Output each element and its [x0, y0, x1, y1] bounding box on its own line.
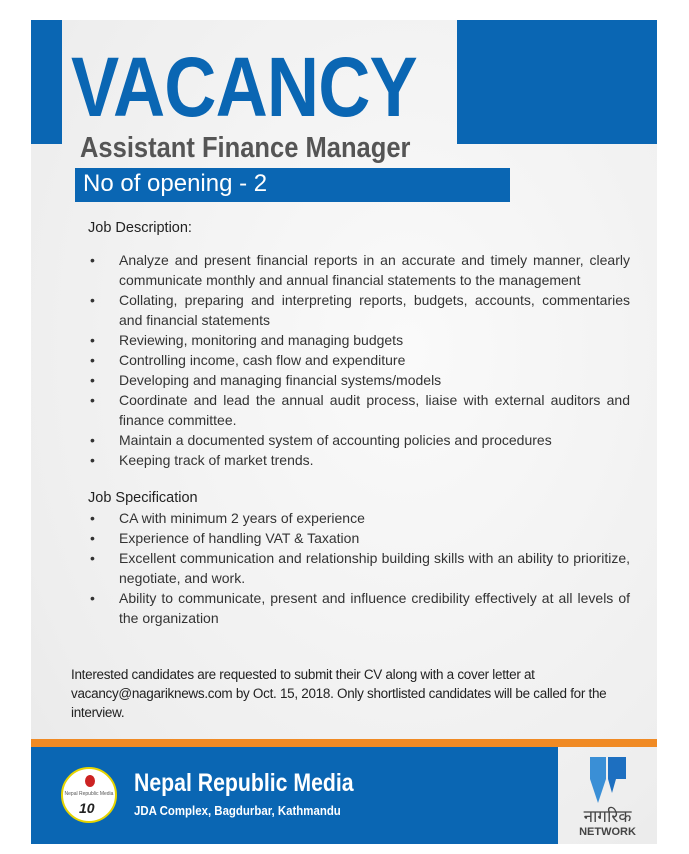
- organization-name: Nepal Republic Media: [134, 769, 354, 797]
- list-item: • CA with minimum 2 years of experience: [88, 508, 630, 528]
- seal-years: 10: [79, 800, 95, 816]
- list-item: • Developing and managing financial systems/models: [88, 370, 630, 390]
- description-heading: Job Description:: [88, 220, 192, 236]
- list-item: • Excellent communication and relationship building skills with an ability to prioritize, negotiate, and work.: [88, 548, 630, 588]
- openings-banner: [75, 168, 510, 202]
- application-note: Interested candidates are requested to submit their CV along with a cover letter at vacancy@nagariknews.com by Oct. 15, 2018. Only shortlisted candidates will be called for the interview.: [71, 667, 607, 720]
- list-item: • Collating, preparing and interpreting reports, budgets, accounts, commentaries and financial statements: [88, 290, 630, 330]
- network-devanagari: नागरिक: [583, 807, 632, 826]
- seal-emblem-icon: [85, 775, 95, 787]
- list-item: • Maintain a documented system of accounting policies and procedures: [88, 430, 630, 450]
- decorative-bar-left: [31, 20, 62, 144]
- nagarik-network-logo: [558, 747, 657, 844]
- list-item: • Experience of handling VAT & Taxation: [88, 528, 630, 548]
- description-list: [88, 250, 630, 470]
- job-title: Assistant Finance Manager: [80, 132, 411, 164]
- list-item: • Reviewing, monitoring and managing budgets: [88, 330, 630, 350]
- list-item: • Controlling income, cash flow and expenditure: [88, 350, 630, 370]
- list-item: • Keeping track of market trends.: [88, 450, 630, 470]
- job-content: [88, 218, 630, 628]
- vacancy-ad: [31, 20, 657, 844]
- network-label: NETWORK: [579, 826, 636, 838]
- list-item: • Analyze and present financial reports in an accurate and timely manner, clearly communicate monthly and annual financial statements to the management: [88, 250, 630, 290]
- quote-mark-icon: [588, 755, 628, 805]
- specification-list: [88, 508, 630, 628]
- openings-text: No of opening - 2: [83, 170, 268, 197]
- organization-address: JDA Complex, Bagdurbar, Kathmandu: [134, 803, 341, 818]
- orange-divider: [31, 739, 657, 747]
- anniversary-seal-logo: [61, 767, 117, 823]
- specification-heading: Job Specification: [88, 490, 198, 506]
- list-item: • Ability to communicate, present and influence credibility effectively at all levels of the organization: [88, 588, 630, 628]
- seal-text: Nepal Republic Media: [64, 791, 114, 797]
- list-item: • Coordinate and lead the annual audit process, liaise with external auditors and finance committee.: [88, 390, 630, 430]
- footer: [31, 747, 558, 844]
- vacancy-heading: VACANCY: [71, 40, 417, 134]
- decorative-block-right: [457, 20, 657, 144]
